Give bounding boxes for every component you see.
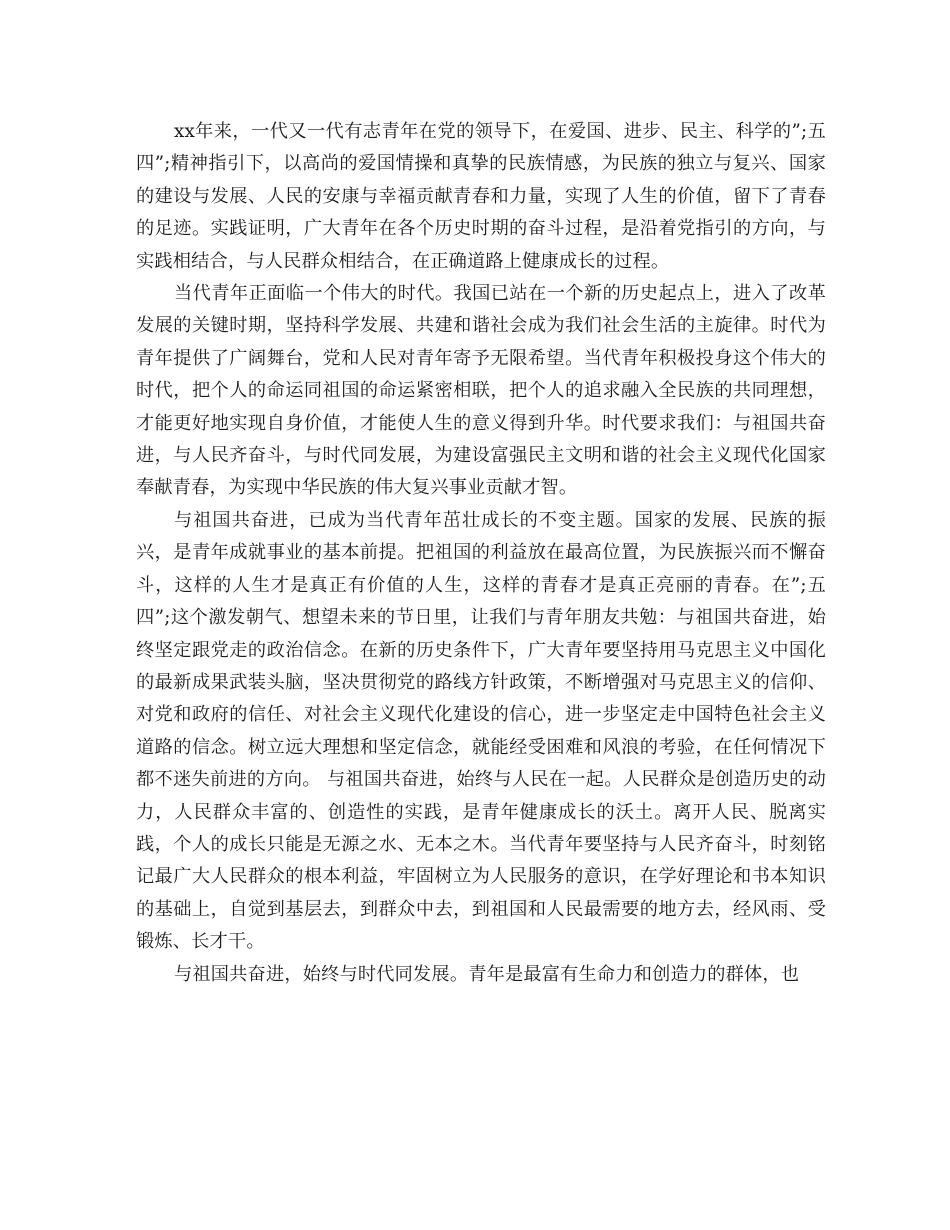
document-body <box>136 116 826 991</box>
paragraph-1: xx年来，一代又一代有志青年在党的领导下，在爱国、进步、民主、科学的”;五四”;精神指引下，以高尚的爱国情操和真挚的民族情感，为民族的独立与复兴、国家的建设与发展、人民的安康与幸福贡献青春和力量，实现了人生的价值，留下了青春的足迹。实践证明，广大青年在各个历史时期的奋斗过程，是沿着党指引的方向，与实践相结合，与人民群众相结合，在正确道路上健康成长的过程。 <box>136 121 826 272</box>
paragraph-2: 当代青年正面临一个伟大的时代。我国已站在一个新的历史起点上，进入了改革发展的关键时期，坚持科学发展、共建和谐社会成为我们社会生活的主旋律。时代为青年提供了广阔舞台，党和人民对青年寄予无限希望。当代青年积极投身这个伟大的时代，把个人的命运同祖国的命运紧密相联，把个人的追求融入全民族的共同理想，才能更好地实现自身价值，才能使人生的意义得到升华。时代要求我们：与祖国共奋进，与人民齐奋斗，与时代同发展，为建设富强民主文明和谐的社会主义现代化国家奉献青春，为实现中华民族的伟大复兴事业贡献才智。 <box>136 283 826 499</box>
paragraph-3: 与祖国共奋进，已成为当代青年茁壮成长的不变主题。国家的发展、民族的振兴，是青年成就事业的基本前提。把祖国的利益放在最高位置，为民族振兴而不懈奋斗，这样的人生才是真正有价值的人生，这样的青春才是真正亮丽的青春。在”;五四”;这个激发朝气、想望未来的节日里，让我们与青年朋友共勉：与祖国共奋进，始终坚定跟党走的政治信念。在新的历史条件下，广大青年要坚持用马克思主义中国化的最新成果武装头脑，坚决贯彻党的路线方针政策，不断增强对马克思主义的信仰、对党和政府的信任、对社会主义现代化建设的信心，进一步坚定走中国特色社会主义道路的信念。树立远大理想和坚定信念，就能经受困难和风浪的考验，在任何情况下都不迷失前进的方向。 与祖国共奋进，始终与人民在一起。人民群众是创造历史的动力，人民群众丰富的、创造性的实践，是青年健康成长的沃土。离开人民、脱离实践，个人的成长只能是无源之水、无本之木。当代青年要坚持与人民齐奋斗，时刻铭记最广大人民群众的根本利益，牢固树立为人民服务的意识，在学好理论和书本知识的基础上，自觉到基层去，到群众中去，到祖国和人民最需要的地方去，经风雨、受锻炼、长才干。 <box>136 509 826 953</box>
paragraph-4: 与祖国共奋进，始终与时代同发展。青年是最富有生命力和创造力的群体，也 <box>174 963 800 985</box>
